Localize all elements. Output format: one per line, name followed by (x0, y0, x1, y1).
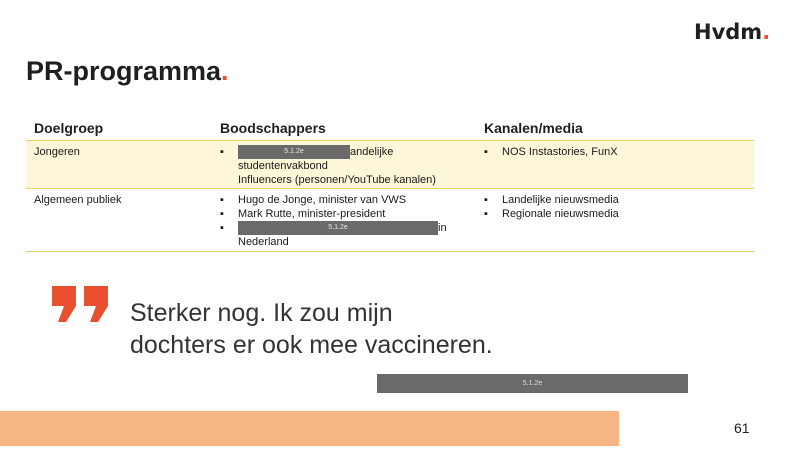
bullet-icon: ▪ (484, 194, 488, 206)
redaction-block: 5.1.2e (377, 374, 688, 393)
messengers-cell: ▪ Hugo de Jonge, minister van VWS ▪ Mark Rutte, minister-president ▪ 5.1.2e in Nederland (220, 193, 460, 249)
redaction-block: 5.1.2e (238, 145, 350, 159)
page-title: PR-programma. (26, 56, 229, 86)
table-row (26, 189, 754, 252)
header-doelgroep: Doelgroep (34, 120, 104, 136)
group-cell: Algemeen publiek (34, 194, 122, 206)
pr-table (26, 114, 754, 252)
bullet-icon: ▪ (484, 208, 488, 220)
bullet-icon: ▪ (220, 222, 224, 234)
footer-bar (0, 411, 619, 446)
messenger-text: Influencers (personen/YouTube kanalen) (238, 174, 436, 186)
page-number: 61 (734, 420, 750, 436)
messenger-text: studentenvakbond (238, 160, 328, 172)
table-row (26, 141, 754, 189)
channels-cell: ▪ NOS Instastories, FunX (484, 146, 618, 158)
bullet-icon: ▪ (220, 194, 224, 206)
bullet-icon: ▪ (484, 146, 488, 158)
header-kanalen: Kanalen/media (484, 120, 583, 136)
messengers-cell: ▪ 5.1.2e andelijke studentenvakbond Influencers (personen/YouTube kanalen) (220, 145, 460, 187)
table-header (26, 114, 754, 141)
quote-marks-icon (52, 286, 110, 329)
quote-text: Sterker nog. Ik zou mijn dochters er ook mee vaccineren. (130, 299, 493, 359)
header-boodschappers: Boodschappers (220, 120, 326, 136)
messenger-text: Nederland (238, 236, 289, 248)
group-cell: Jongeren (34, 146, 80, 158)
redaction-block: 5.1.2e (238, 221, 438, 235)
hvdm-logo: Hvdm. (694, 20, 771, 44)
bullet-icon: ▪ (220, 208, 224, 220)
bullet-icon: ▪ (220, 146, 224, 158)
channels-cell: ▪ Landelijke nieuwsmedia ▪ Regionale nieuwsmedia (484, 194, 619, 220)
